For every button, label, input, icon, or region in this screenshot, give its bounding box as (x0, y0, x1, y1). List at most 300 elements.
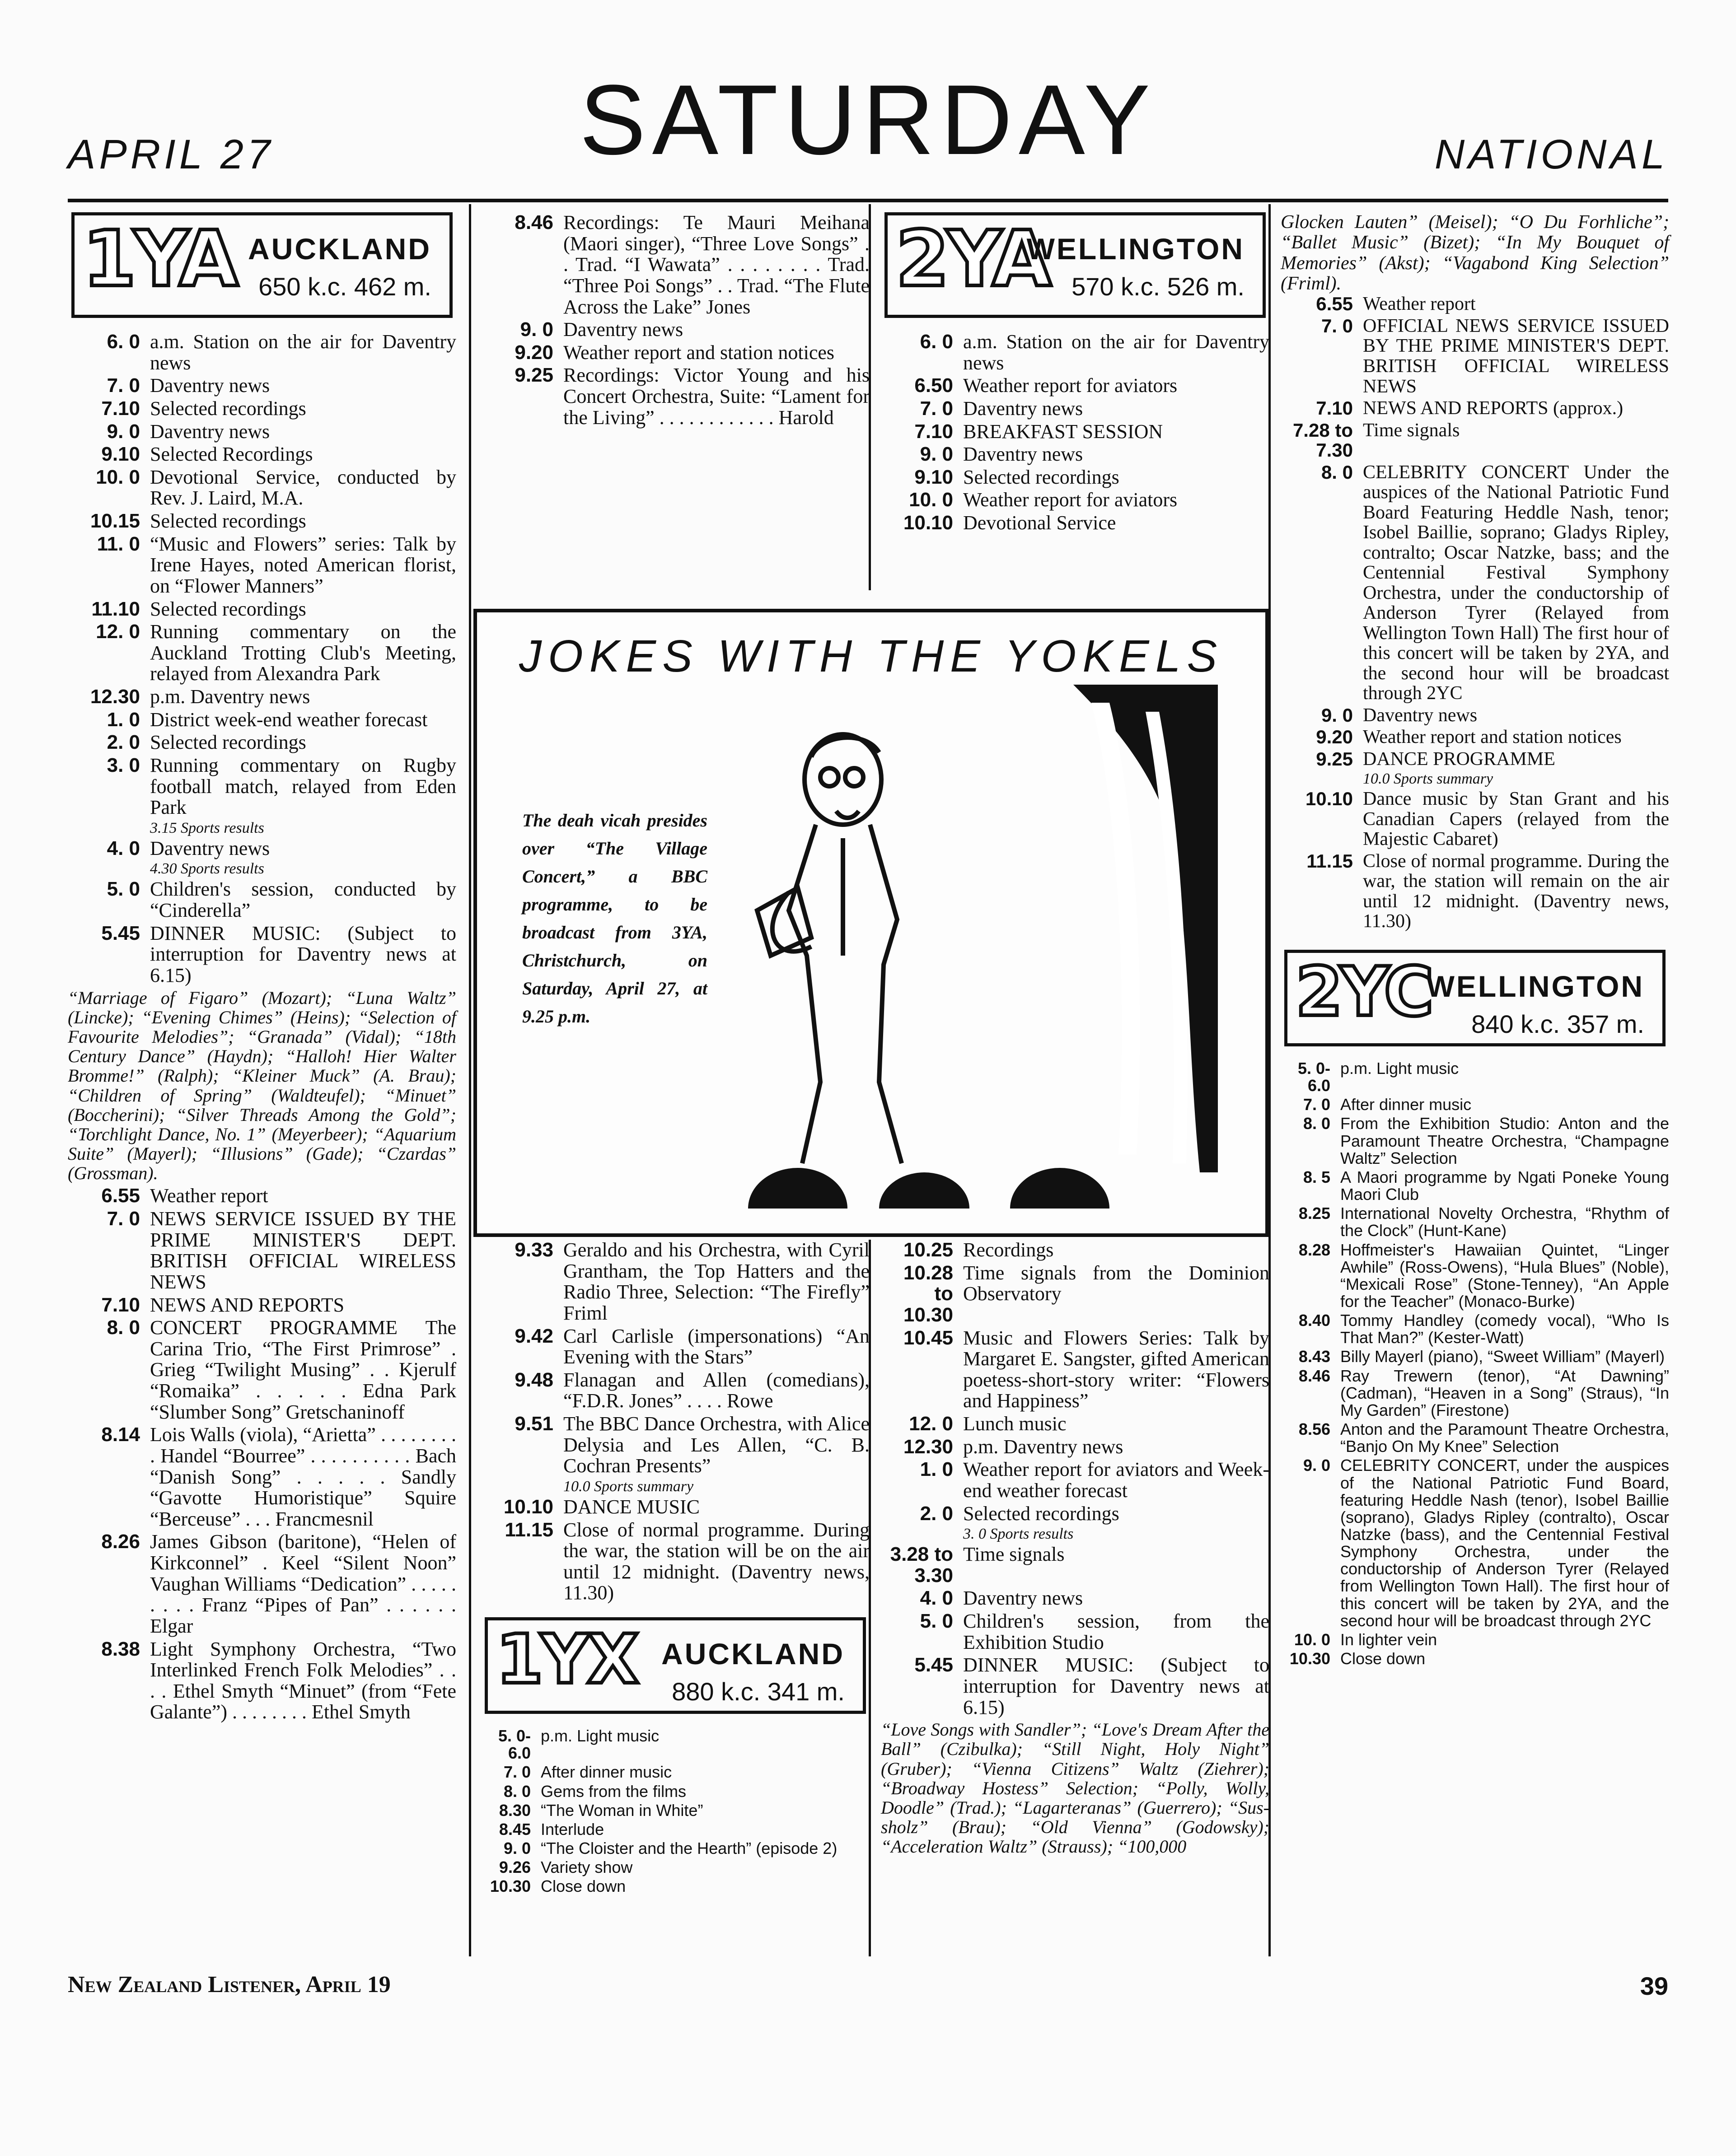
programme-list (68, 331, 456, 986)
programme-entry (1281, 771, 1669, 787)
programme-entry (481, 1878, 870, 1895)
programme-description: A Maori programme by Ngati Poneke Young Maori Club (1340, 1167, 1669, 1204)
programme-description: In lighter vein (1340, 1630, 1437, 1649)
programme-time: 9. 0 (520, 318, 553, 341)
programme-entry (68, 398, 456, 420)
station-call: 1YX (496, 1620, 636, 1699)
programme-entry (68, 1209, 456, 1293)
programme-entry (881, 1503, 1269, 1525)
programme-time: 7.10 (914, 420, 953, 443)
programme-time: 4. 0 (920, 1587, 953, 1610)
programme-entry (1281, 705, 1669, 726)
programme-time: 5.45 (101, 922, 140, 944)
programme-description: Children's session, conducted by “Cinderella” (150, 878, 456, 922)
programme-entry (1281, 1348, 1669, 1365)
programme-entry (481, 1520, 870, 1604)
programme-entry (68, 621, 456, 685)
programme-entry (481, 1370, 870, 1412)
programme-entry (68, 879, 456, 921)
programme-time: 10.45 (903, 1326, 953, 1349)
programme-entry (68, 923, 456, 986)
programme-description: p.m. Daventry news (150, 686, 310, 708)
programme-description: After dinner music (1340, 1095, 1472, 1114)
footer-page-number: 39 (1640, 1972, 1668, 2000)
programme-entry (481, 1821, 870, 1838)
programme-description: Weather report and station notices (1363, 727, 1622, 748)
programme-description: Time signals from the Dominion Observatory (963, 1261, 1269, 1305)
programme-description: Selected recordings (150, 510, 306, 532)
programme-time: 10. 0 (909, 489, 953, 511)
programme-entry (1281, 789, 1669, 849)
programme-description: International Novelty Orchestra, “Rhythm of the Clock” (Hunt-Kane) (1340, 1204, 1669, 1240)
programme-time: 8. 0 (1321, 461, 1353, 483)
column-1ya (68, 212, 456, 1725)
programme-time: 9. 0 (920, 443, 953, 466)
programme-entry (1281, 462, 1669, 704)
programme-description: Time signals (1363, 420, 1460, 441)
programme-description: Close of normal programme. During the war, the station will remain on the air until 12 midnight. (Daventry news, 11.30) (1363, 850, 1669, 932)
programme-description: Dance music by Stan Grant and his Canadian Capers (relayed from the Majestic Cabaret) (1363, 789, 1669, 850)
programme-entry (68, 1531, 456, 1637)
programme-description: 10.0 Sports summary (1363, 770, 1493, 788)
programme-time: 8.45 (499, 1820, 531, 1839)
programme-description: Selected recordings (150, 731, 306, 754)
programme-description: Lois Walls (viola), “Arietta” . . . . . . . . . Handel “Bourree” . . . . . . . . . . Bach “Danish Song” . . . . . Sandly “Gavotte Humoristique” Squire “Berceuse” . . . Francmesnil (150, 1423, 456, 1530)
programme-entry (68, 838, 456, 859)
column-1ya-continued (481, 212, 870, 430)
programme-description: Gems from the films (541, 1782, 687, 1801)
programme-description: James Gibson (baritone), “Helen of Kirkconnel” . Keel “Silent Noon” Vaughan Williams “Dedication” . . . . . . . . . Franz “Pipes of Pan” . . . . . . Elgar (150, 1531, 456, 1637)
programme-time: 8.43 (1298, 1347, 1330, 1366)
programme-entry (881, 331, 1269, 373)
cartoon-box (473, 609, 1269, 1237)
programme-description: NEWS AND REPORTS (approx.) (1363, 398, 1624, 419)
programme-entry (881, 1240, 1269, 1261)
header-date: APRIL 27 (68, 131, 274, 177)
programme-time (1281, 771, 1363, 787)
programme-time: 8. 0 (503, 1782, 531, 1801)
programme-entry (481, 365, 870, 428)
programme-description: Weather report for aviators (963, 374, 1178, 397)
programme-time: 8.28 (1298, 1240, 1330, 1259)
programme-entry (881, 1414, 1269, 1435)
programme-entry (881, 1263, 1269, 1326)
programme-entry (68, 709, 456, 731)
programme-time: 5. 0-6.0 (1297, 1059, 1330, 1095)
programme-time: 11.10 (91, 597, 140, 620)
programme-time: 9.10 (914, 466, 953, 488)
programme-list (1281, 1060, 1669, 1667)
programme-entry (68, 599, 456, 620)
programme-time: 8.38 (101, 1638, 140, 1660)
programme-entry (68, 331, 456, 373)
programme-time: 3.28 to 3.30 (890, 1543, 953, 1587)
programme-description: a.m. Station on the air for Daventry news (150, 331, 456, 374)
programme-time: 9.20 (515, 341, 553, 364)
programme-description: p.m. Daventry news (963, 1435, 1123, 1458)
programme-entry (481, 1240, 870, 1324)
column-2ya-continued (881, 1240, 1269, 1856)
programme-description: NEWS AND REPORTS (150, 1293, 345, 1316)
programme-description: 3. 0 Sports results (963, 1526, 1074, 1543)
programme-entry (68, 1424, 456, 1530)
programme-description: Ray Trewern (tenor), “At Dawning” (Cadman), “Heaven in a Song” (Straus), “In My Garden” (Firestone) (1340, 1366, 1669, 1419)
programme-entry (68, 375, 456, 397)
programme-time: 2. 0 (920, 1502, 953, 1525)
programme-entry (881, 398, 1269, 420)
programme-time: 6.55 (101, 1185, 140, 1207)
programme-entry (1281, 1060, 1669, 1094)
programme-time: 8.56 (1298, 1420, 1330, 1439)
programme-description: Anton and the Paramount Theatre Orchestra, “Banjo On My Knee” Selection (1340, 1420, 1669, 1456)
programme-entry (881, 513, 1269, 534)
dinner-music-list: “Love Songs with Sandler”; “Love's Dream After the Ball” (Czibulka); “Still Night, Holy Night” (Gruber); “Vienna Citizens” Waltz (Ziehrer); “Broadway Hostess” Selection; “Polly, Wolly, Doodle” (Trad.); “Lagarteranas” (Guerrero); “Sus-sholz” (Brau); “Old Vienna” (Godowsky); “Acceleration Waltz” (Strauss); “100,000 (881, 1719, 1269, 1857)
programme-entry (1281, 1421, 1669, 1455)
station-call: 2YA (896, 215, 1049, 304)
programme-time: 12. 0 (96, 621, 140, 643)
programme-description: Selected Recordings (150, 443, 313, 466)
programme-description: Geraldo and his Orchestra, with Cyril Grantham, the Top Hatters and the Radio Three, Selection: “The Firefly” Friml (563, 1239, 870, 1324)
programme-entry (881, 467, 1269, 488)
programme-description: Children's session, from the Exhibition Studio (963, 1610, 1269, 1653)
programme-time: 7. 0 (920, 397, 953, 420)
programme-time: 7.10 (1316, 397, 1353, 419)
programme-entry (1281, 1096, 1669, 1113)
programme-time: 1. 0 (107, 708, 140, 731)
programme-entry (881, 421, 1269, 443)
programme-time: 6. 0 (107, 331, 140, 353)
programme-time (68, 861, 150, 877)
programme-time (68, 820, 150, 836)
programme-time: 10.25 (903, 1239, 953, 1261)
programme-entry (881, 1655, 1269, 1718)
vicar-illustration (730, 676, 1249, 1218)
programme-list (68, 1185, 456, 1723)
programme-entry (481, 1764, 870, 1781)
programme-entry (1281, 851, 1669, 932)
programme-list (881, 1240, 1269, 1718)
programme-description: Close of normal programme. During the war, the station will be on the air until 12 midnight. (Daventry news, 11.30) (563, 1518, 870, 1604)
programme-description: “The Woman in White” (541, 1801, 703, 1820)
programme-description: DANCE PROGRAMME (1363, 748, 1555, 770)
station-banner-2yc (1284, 950, 1666, 1046)
programme-entry (881, 1459, 1269, 1501)
programme-description: Time signals (963, 1543, 1065, 1566)
programme-description: Weather report for aviators and Week-end weather forecast (963, 1458, 1269, 1502)
programme-entry (881, 375, 1269, 397)
programme-description: BREAKFAST SESSION (963, 420, 1163, 443)
programme-entry (68, 755, 456, 818)
footer-publication: New Zealand Listener, April 19 (68, 1972, 391, 1997)
programme-description: p.m. Light music (541, 1727, 660, 1745)
top-rule (68, 199, 1668, 202)
programme-description: Running commentary on the Auckland Trotting Club's Meeting, relayed from Alexandra Park (150, 621, 456, 685)
programme-description: CELEBRITY CONCERT, under the auspices of the National Patriotic Fund Board, featuring Heddle Nash (tenor), Isobel Baillie (soprano), Gladys Ripley (contralto), Oscar Natzke (bass), and the Centennial Festival Symphony Orchestra, under the conductorship of Anderson Tyrer (Relayed from Wellington Town Hall). The first hour of this concert will be taken by 2YA, and the second hour will be broadcast through 2YC (1340, 1456, 1669, 1630)
programme-time: 9.51 (515, 1413, 553, 1435)
programme-time: 9.48 (515, 1368, 553, 1391)
programme-entry (1281, 398, 1669, 419)
programme-time: 10.15 (90, 510, 140, 532)
programme-description: Lunch music (963, 1413, 1067, 1435)
programme-entry (481, 1783, 870, 1800)
programme-time: 9. 0 (503, 1839, 531, 1857)
station-city: AUCKLAND (661, 1637, 845, 1671)
programme-description: Daventry news (963, 443, 1083, 466)
programme-entry (1281, 1241, 1669, 1311)
programme-description: CONCERT PROGRAMME The Carina Trio, “The First Primrose” . Grieg “Twilight Musing” . . Kjerulf “Romaika” . . . . . Edna Park “Slumber Song” Gretschaninoff (150, 1316, 456, 1423)
programme-entry (881, 1588, 1269, 1609)
programme-description: “The Cloister and the Hearth” (episode 2) (541, 1839, 838, 1857)
station-city: WELLINGTON (1026, 232, 1245, 266)
station-city: WELLINGTON (1426, 969, 1644, 1003)
programme-description: Devotional Service, conducted by Rev. J. Laird, M.A. (150, 466, 456, 509)
programme-entry (881, 1544, 1269, 1586)
programme-entry (881, 1437, 1269, 1458)
header-day: SATURDAY (579, 64, 1157, 175)
programme-entry (481, 1802, 870, 1819)
programme-entry (481, 1414, 870, 1477)
programme-description: 10.0 Sports summary (563, 1478, 694, 1495)
programme-description: From the Exhibition Studio: Anton and the Paramount Theatre Orchestra, “Champagne Waltz” Selection (1340, 1114, 1669, 1167)
programme-entry (68, 1295, 456, 1316)
programme-entry (1281, 1367, 1669, 1419)
programme-description: CELEBRITY CONCERT Under the auspices of the National Patriotic Fund Board Featuring Heddle Nash, tenor; Isobel Baillie, soprano; Gladys Ripley, contralto; Oscar Natzke, bass; and the Centennial Festival Symphony Orchestra, under the conductorship of Anderson Tyrer (Relayed from Wellington Town Hall) The first hour of this concert will be taken by 2YA, and the second hour will be broadcast through 2YC (1363, 462, 1669, 704)
programme-description: Daventry news (1363, 705, 1478, 726)
programme-time: 9. 0 (1321, 704, 1353, 726)
programme-description: Weather report (1363, 294, 1476, 315)
programme-time: 12. 0 (909, 1413, 953, 1435)
programme-description: DANCE MUSIC (563, 1495, 700, 1518)
programme-time: 8. 0 (1303, 1114, 1330, 1133)
programme-entry (68, 861, 456, 877)
station-frequency: 840 k.c. 357 m. (1471, 1009, 1644, 1038)
programme-entry (68, 511, 456, 532)
programme-description: Variety show (541, 1858, 633, 1877)
programme-description: Recordings: Te Mauri Meihana (Maori singer), “Three Love Songs” . . Trad. “I Wawata” . . . . . . . . Trad. “Three Poi Songs” . . Trad. “The Flute Across the Lake” Jones (563, 211, 870, 318)
programme-description: 3.15 Sports results (150, 819, 264, 836)
programme-time: 7. 0 (107, 374, 140, 397)
programme-entry (481, 342, 870, 364)
programme-description: a.m. Station on the air for Daventry news (963, 331, 1269, 374)
programme-entry (1281, 1457, 1669, 1629)
programme-entry (1281, 294, 1669, 314)
station-frequency: 570 k.c. 526 m. (1072, 272, 1245, 301)
programme-time: 6.55 (1316, 293, 1353, 315)
programme-time: 10.28 to 10.30 (903, 1261, 953, 1326)
cartoon-title: JOKES WITH THE YOKELS (519, 631, 1224, 681)
programme-entry (481, 319, 870, 341)
programme-entry (1281, 1205, 1669, 1239)
programme-time: 9.20 (1316, 726, 1353, 748)
programme-entry (68, 444, 456, 465)
programme-time: 10.10 (503, 1495, 553, 1518)
programme-description: 4.30 Sports results (150, 860, 264, 877)
programme-description: Weather report (150, 1185, 268, 1207)
programme-description: Devotional Service (963, 512, 1116, 534)
station-call: 2YC (1296, 952, 1431, 1031)
programme-entry (68, 732, 456, 753)
programme-entry (1281, 1650, 1669, 1667)
programme-time: 2. 0 (107, 731, 140, 754)
programme-time: 5.45 (914, 1654, 953, 1676)
programme-list (481, 1240, 870, 1604)
programme-time: 9.10 (101, 443, 140, 466)
station-frequency: 650 k.c. 462 m. (258, 272, 431, 301)
station-frequency: 880 k.c. 341 m. (672, 1677, 845, 1706)
programme-time: 8.46 (515, 211, 553, 233)
programme-description: District week-end weather forecast (150, 708, 428, 731)
programme-time: 7.28 to 7.30 (1292, 419, 1353, 461)
programme-entry (68, 1639, 456, 1723)
programme-description: After dinner music (541, 1763, 672, 1782)
programme-time: 7. 0 (1303, 1095, 1330, 1114)
programme-description: Recordings (963, 1239, 1054, 1261)
column-2ya-evening (1281, 212, 1669, 1669)
programme-description: Selected recordings (150, 597, 306, 620)
programme-time: 4. 0 (107, 837, 140, 859)
programme-time: 8. 0 (107, 1316, 140, 1339)
programme-time: 12.30 (90, 686, 140, 708)
programme-description: NEWS SERVICE ISSUED BY THE PRIME MINISTER'S DEPT. BRITISH OFFICIAL WIRELESS NEWS (150, 1208, 456, 1293)
station-banner-1yx (485, 1617, 866, 1714)
programme-time: 10.30 (1289, 1649, 1330, 1668)
programme-time: 6. 0 (920, 331, 953, 353)
programme-entry (481, 1840, 870, 1857)
programme-list (481, 212, 870, 428)
programme-entry (881, 1526, 1269, 1542)
programme-entry (481, 1326, 870, 1368)
programme-description: Close down (1340, 1649, 1426, 1668)
programme-description: “Music and Flowers” series: Talk by Irene Hayes, noted American florist, on “Flower Manners” (150, 532, 456, 597)
programme-entry (1281, 1312, 1669, 1346)
station-banner-1ya (71, 212, 453, 318)
programme-description: Billy Mayerl (piano), “Sweet William” (Mayerl) (1340, 1347, 1665, 1366)
programme-time: 1. 0 (920, 1458, 953, 1481)
programme-description: Interlude (541, 1820, 604, 1839)
programme-list (881, 331, 1269, 534)
programme-time: 9.42 (515, 1325, 553, 1347)
programme-time: 8. 5 (1303, 1167, 1330, 1186)
station-city: AUCKLAND (248, 232, 431, 266)
programme-time: 9.25 (1316, 748, 1353, 770)
programme-time (881, 1526, 963, 1542)
programme-entry (68, 1185, 456, 1207)
programme-entry (481, 212, 870, 317)
programme-description: Tommy Handley (comedy vocal), “Who Is That Man?” (Kester-Watt) (1340, 1311, 1669, 1347)
programme-entry (481, 1727, 870, 1762)
programme-time: 12.30 (903, 1435, 953, 1458)
programme-description: Selected recordings (150, 397, 306, 420)
programme-entry (481, 1859, 870, 1876)
programme-time: 10. 0 (96, 466, 140, 488)
programme-description: Close down (541, 1877, 626, 1896)
programme-description: Selected recordings (963, 1502, 1119, 1525)
programme-description: Recordings: Victor Young and his Concert Orchestra, Suite: “Lament for the Living” . . . . . . . . . . . . Harold (563, 364, 870, 429)
header-network: NATIONAL (1434, 131, 1668, 177)
programme-time: 9.33 (515, 1239, 553, 1261)
programme-entry (1281, 749, 1669, 770)
programme-time: 8.30 (499, 1801, 531, 1820)
programme-time: 5. 0 (107, 878, 140, 901)
column-1ya-evening (481, 1240, 870, 1897)
programme-description: DINNER MUSIC: (Subject to interruption for Daventry news at 6.15) (150, 922, 456, 986)
programme-description: Music and Flowers Series: Talk by Margaret E. Sangster, gifted American poetess-short-story writer: “Flowers and Happiness” (963, 1326, 1269, 1412)
programme-list (481, 1727, 870, 1895)
programme-entry (68, 1317, 456, 1423)
programme-description: Daventry news (150, 374, 270, 397)
programme-entry (1281, 727, 1669, 747)
programme-description: The BBC Dance Orchestra, with Alice Delysia and Les Allen, “C. B. Cochran Presents” (563, 1413, 870, 1477)
programme-time: 3. 0 (107, 754, 140, 776)
programme-description: Carl Carlisle (impersonations) “An Evening with the Stars” (563, 1325, 870, 1368)
programme-time (481, 1479, 563, 1495)
programme-entry (881, 1611, 1269, 1653)
programme-description: Daventry news (963, 397, 1083, 420)
dinner-music-list: Glocken Lauten” (Meisel); “O Du Forhliche”; “Ballet Music” (Bizet); “In My Bouquet of Memories” (Akst); “Vagabond King Selection” (Friml). (1281, 212, 1669, 294)
programme-description: Daventry news (150, 837, 270, 859)
programme-time: 9. 0 (107, 420, 140, 443)
programme-entry (1281, 420, 1669, 461)
programme-time: 7.10 (101, 1293, 140, 1316)
programme-time: 7. 0 (503, 1763, 531, 1782)
programme-time: 9. 0 (1303, 1456, 1330, 1475)
programme-entry (68, 534, 456, 597)
programme-time: 10. 0 (1294, 1630, 1330, 1649)
programme-description: Weather report and station notices (563, 341, 835, 364)
station-banner-2ya (884, 212, 1266, 318)
programme-time: 11.15 (1306, 850, 1353, 872)
programme-time: 9.26 (499, 1858, 531, 1877)
programme-entry (68, 421, 456, 443)
programme-entry (1281, 1115, 1669, 1167)
programme-description: Daventry news (563, 318, 683, 341)
programme-entry (68, 467, 456, 509)
programme-description: Daventry news (963, 1587, 1083, 1610)
programme-description: Light Symphony Orchestra, “Two Interlinked French Folk Melodies” . . . . Ethel Smyth “Minuet” (from “Fete Galante”) . . . . . . . . Ethel Smyth (150, 1638, 456, 1723)
programme-time: 8.46 (1298, 1366, 1330, 1385)
programme-description: DINNER MUSIC: (Subject to interruption for Daventry news at 6.15) (963, 1654, 1269, 1718)
programme-time: 8.25 (1298, 1204, 1330, 1223)
programme-time: 8.26 (101, 1531, 140, 1553)
programme-time: 8.40 (1298, 1311, 1330, 1330)
programme-entry (881, 490, 1269, 511)
programme-description: p.m. Light music (1340, 1059, 1459, 1078)
programme-time: 5. 0 (920, 1610, 953, 1633)
programme-description: Hoffmeister's Hawaiian Quintet, “Linger Awhile” (Ross-Owens), “Hula Blues” (Noble), “Mexicali Rose” (Stone-Tenney), “An Apple for the Teacher” (Monaco-Burke) (1340, 1240, 1669, 1311)
programme-time: 9.25 (515, 364, 553, 387)
programme-list (1281, 294, 1669, 932)
programme-time: 5. 0-6.0 (498, 1727, 531, 1763)
programme-entry (481, 1479, 870, 1495)
dinner-music-list: “Marriage of Figaro” (Mozart); “Luna Waltz” (Lincke); “Evening Chimes” (Heins); “Selection of Favourite Melodies”; “Granada” (Vidal); “18th Century Dance” (Haydn); “Halloh! Hier Walter Bromme!” (Ralph); “Kleiner Muck” (A. Brau); “Children of Spring” (Waldteufel); “Minuet” (Boccherini); “Silver Threads Among the Gold”; “Torchlight Dance, No. 1” (Meyerbeer); “Aquarium Suite” (Mayerl); “Illusions” (Gade); “Czardas” (Grossman). (68, 987, 456, 1184)
programme-entry (881, 1328, 1269, 1412)
programme-time: 8.14 (101, 1423, 140, 1446)
programme-time: 7. 0 (107, 1208, 140, 1230)
cartoon-caption: The deah vicah presides over “The Village Concert,” a BBC programme, to be broadcast from 3YA, Christchurch, on Saturday, April 27, at 9.25 p.m. (522, 810, 707, 1027)
programme-time: 11.15 (505, 1518, 553, 1541)
programme-time: 6.50 (914, 374, 953, 397)
programme-time: 10.30 (490, 1877, 531, 1896)
programme-time: 10.10 (903, 512, 953, 534)
programme-time: 7.10 (101, 397, 140, 420)
programme-description: Flanagan and Allen (comedians), “F.D.R. Jones” . . . . Rowe (563, 1368, 870, 1412)
programme-description: Running commentary on Rugby football match, relayed from Eden Park (150, 754, 456, 819)
station-call: 1YA (83, 215, 236, 304)
column-2ya (881, 212, 1269, 536)
programme-description: Selected recordings (963, 466, 1119, 488)
programme-description: Daventry news (150, 420, 270, 443)
programme-time: 7. 0 (1321, 315, 1353, 336)
